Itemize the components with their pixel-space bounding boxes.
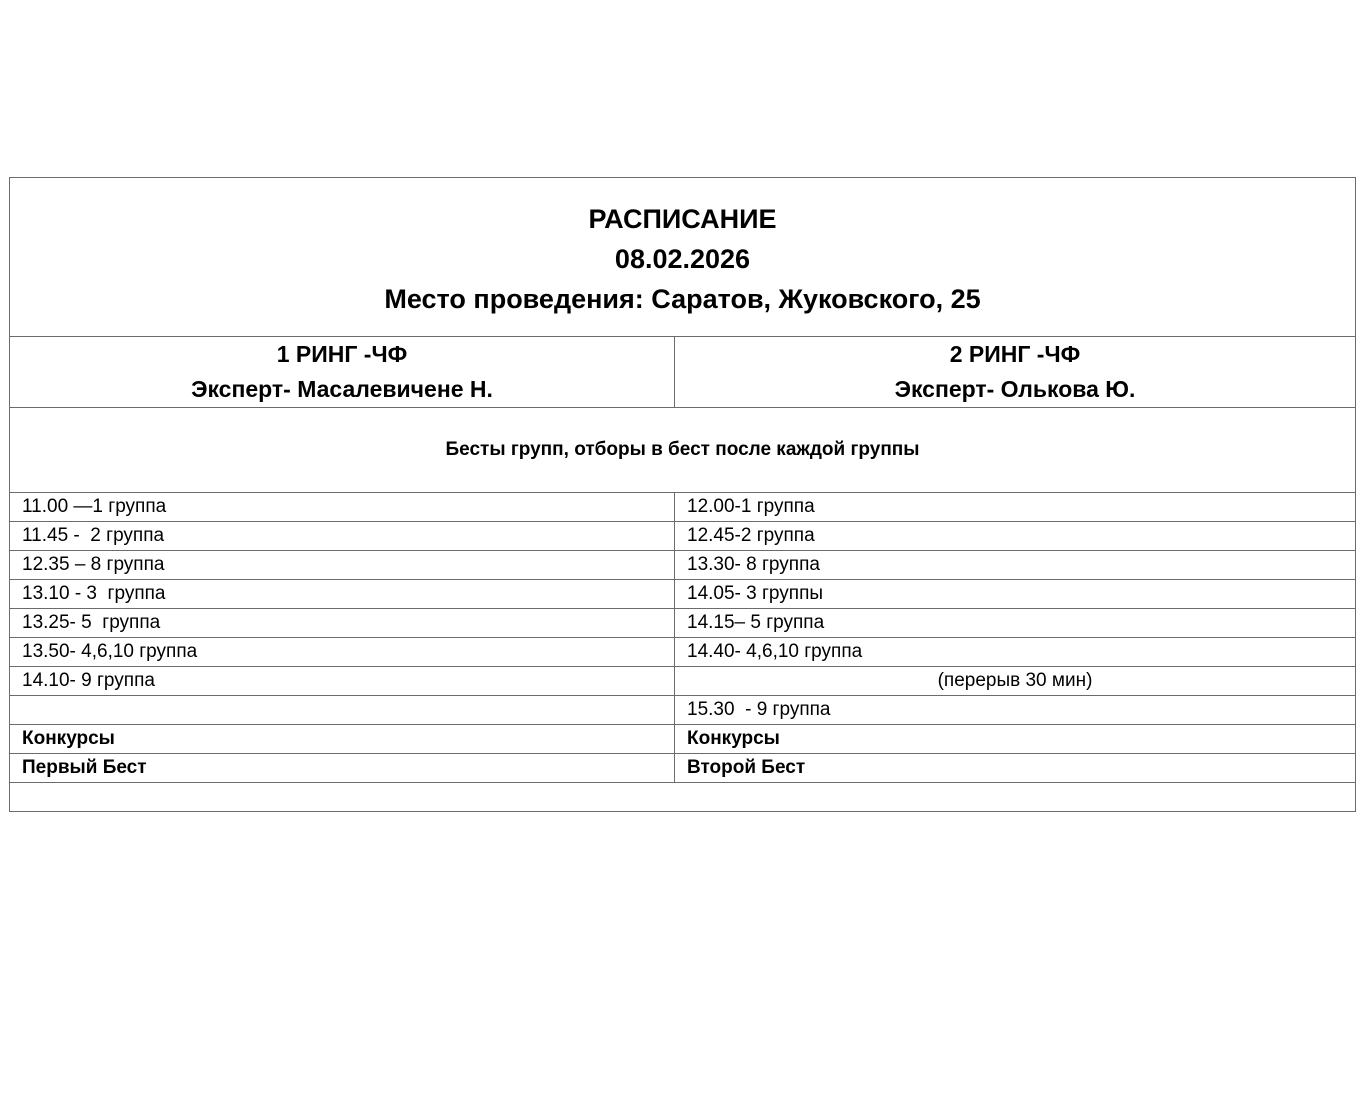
ring-1-best: Первый Бест <box>10 754 675 783</box>
ring-2-slot: 15.30 - 9 группа <box>675 696 1356 725</box>
ring-1-slot <box>10 696 675 725</box>
schedule-row <box>10 667 1356 696</box>
ring-2-slot: 14.40- 4,6,10 группа <box>675 638 1356 667</box>
schedule-row <box>10 754 1356 783</box>
ring-2-name: 2 РИНГ -ЧФ <box>949 341 1081 367</box>
schedule-venue: Место проведения: Саратов, Жуковского, 25 <box>384 283 981 314</box>
ring-1-slot: 13.50- 4,6,10 группа <box>10 638 675 667</box>
best-groups-note: Бесты групп, отборы в бест после каждой группы <box>10 408 1356 493</box>
schedule-row <box>10 725 1356 754</box>
ring-1-contests: Конкурсы <box>10 725 675 754</box>
ring-2-best: Второй Бест <box>675 754 1356 783</box>
ring-2-break: (перерыв 30 мин) <box>675 667 1356 696</box>
ring-2-slot: 14.05- 3 группы <box>675 580 1356 609</box>
schedule-table <box>9 177 1356 812</box>
ring-2-slot: 12.45-2 группа <box>675 522 1356 551</box>
ring-1-name: 1 РИНГ -ЧФ <box>276 341 408 367</box>
schedule-header <box>10 178 1356 337</box>
ring-2-contests: Конкурсы <box>675 725 1356 754</box>
schedule-row <box>10 493 1356 522</box>
schedule-row <box>10 551 1356 580</box>
ring-2-slot: 14.15– 5 группа <box>675 609 1356 638</box>
ring-2-expert: Эксперт- Олькова Ю. <box>894 376 1136 402</box>
empty-footer-row <box>10 783 1356 812</box>
ring-1-expert: Эксперт- Масалевичене Н. <box>191 376 493 402</box>
ring-2-header <box>675 337 1356 408</box>
schedule-date: 08.02.2026 <box>614 243 751 274</box>
ring-2-slot: 12.00-1 группа <box>675 493 1356 522</box>
ring-1-slot: 11.45 - 2 группа <box>10 522 675 551</box>
schedule-row <box>10 609 1356 638</box>
schedule-row <box>10 638 1356 667</box>
ring-1-slot: 11.00 —1 группа <box>10 493 675 522</box>
schedule-title: РАСПИСАНИЕ <box>588 203 777 234</box>
ring-1-slot: 14.10- 9 группа <box>10 667 675 696</box>
schedule-row <box>10 580 1356 609</box>
schedule-row <box>10 522 1356 551</box>
ring-1-slot: 13.10 - 3 группа <box>10 580 675 609</box>
ring-1-slot: 12.35 – 8 группа <box>10 551 675 580</box>
schedule-row <box>10 696 1356 725</box>
ring-1-header <box>10 337 675 408</box>
ring-1-slot: 13.25- 5 группа <box>10 609 675 638</box>
ring-2-slot: 13.30- 8 группа <box>675 551 1356 580</box>
